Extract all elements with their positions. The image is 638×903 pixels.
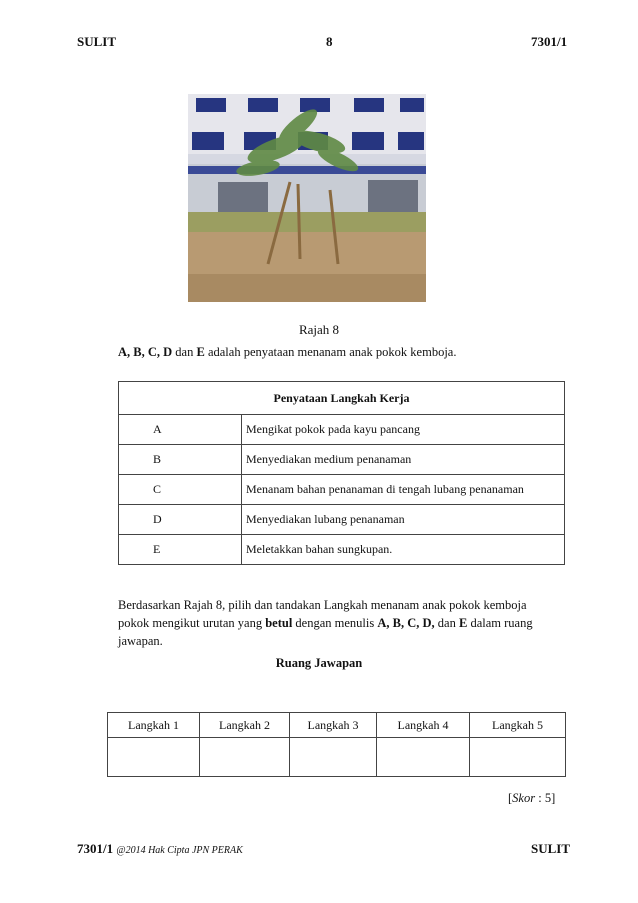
question-intro (118, 345, 456, 360)
instr-bold: A, B, C, D, (377, 616, 435, 630)
plant-photo (188, 94, 426, 302)
answer-column-header: Langkah 1 (108, 713, 200, 738)
score-value: 5 (544, 791, 552, 805)
step-text: Menyediakan medium penanaman (242, 445, 565, 475)
instr-part: dengan menulis (292, 616, 378, 630)
score-sep: : (535, 791, 545, 805)
header-sulit: SULIT (77, 34, 117, 49)
footer-sulit: SULIT (531, 841, 571, 856)
answer-space-title: Ruang Jawapan (275, 656, 363, 670)
steps-table (118, 381, 565, 565)
header-paper-code: 7301/1 (531, 34, 568, 49)
answer-cell-1[interactable] (108, 738, 200, 777)
answer-column-header: Langkah 2 (200, 713, 290, 738)
step-code: A (119, 415, 242, 445)
step-code: C (119, 475, 242, 505)
table-row (119, 505, 565, 535)
answer-cell-5[interactable] (470, 738, 566, 777)
step-text: Meletakkan bahan sungkupan. (242, 535, 565, 565)
score-close: ] (551, 791, 556, 805)
answer-cell-3[interactable] (290, 738, 377, 777)
step-text: Menanam bahan penanaman di tengah lubang penanaman (242, 475, 565, 505)
instr-part: dalam ruang jawapan. (118, 616, 533, 648)
instr-part: Berdasarkan Rajah 8, pilih dan tandakan Langkah menanam anak pokok kemboja pokok mengikut urutan yang (118, 598, 527, 630)
steps-table-header: Penyataan Langkah Kerja (119, 382, 565, 415)
step-code: D (119, 505, 242, 535)
answer-cell-4[interactable] (377, 738, 470, 777)
figure-caption: Rajah 8 (298, 322, 340, 337)
table-row (108, 713, 566, 738)
instr-part: dan (434, 616, 459, 630)
instruction-text (118, 596, 558, 650)
intro-e: E (196, 345, 205, 359)
answer-column-header: Langkah 4 (377, 713, 470, 738)
score-marker (508, 791, 555, 806)
intro-rest: adalah penyataan menanam anak pokok kemboja. (204, 345, 457, 359)
footer-copyright: @2014 Hak Cipta JPN PERAK (116, 845, 243, 856)
footer-paper-code: 7301/1 (77, 841, 114, 856)
table-row (119, 445, 565, 475)
instr-bold: betul (265, 616, 293, 630)
table-row (119, 475, 565, 505)
answer-column-header: Langkah 3 (290, 713, 377, 738)
table-row (119, 535, 565, 565)
table-row (108, 738, 566, 777)
intro-codes: A, B, C, D (118, 345, 173, 359)
table-row (119, 415, 565, 445)
step-code: B (119, 445, 242, 475)
step-code: E (119, 535, 242, 565)
step-text: Mengikat pokok pada kayu pancang (242, 415, 565, 445)
instr-bold: E (458, 616, 468, 630)
step-text: Menyediakan lubang penanaman (242, 505, 565, 535)
intro-dan: dan (172, 345, 197, 359)
answer-table (107, 712, 566, 777)
score-open: [ (508, 791, 513, 805)
answer-column-header: Langkah 5 (470, 713, 566, 738)
answer-cell-2[interactable] (200, 738, 290, 777)
score-label: Skor (512, 791, 536, 805)
page-number: 8 (326, 34, 333, 49)
footer-left (77, 841, 243, 857)
